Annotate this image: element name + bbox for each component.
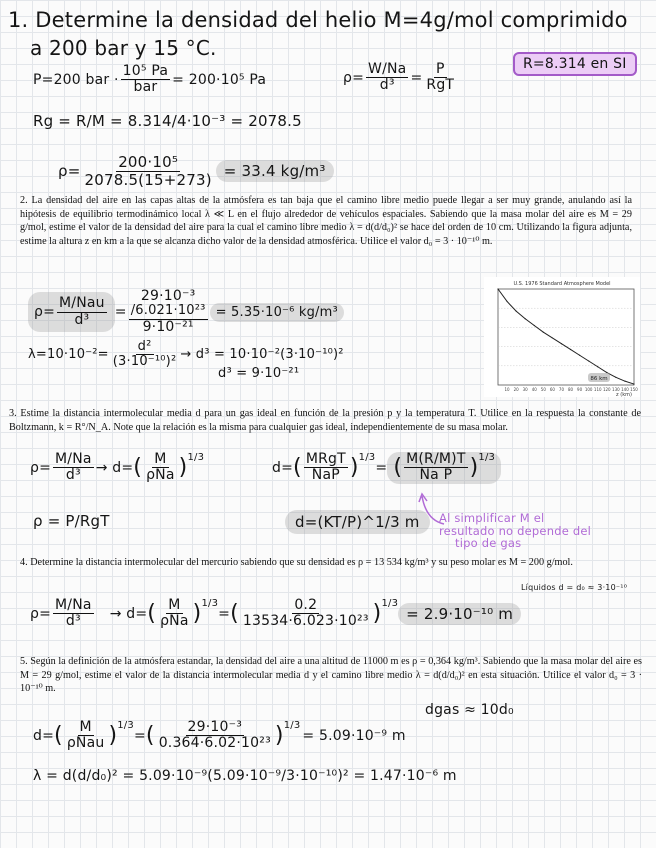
p4-d-fraction (158, 598, 191, 630)
p5-paren-open-2: ( (145, 723, 155, 749)
p4-d-den: ρNa (160, 613, 189, 630)
rho-frac2-num: P (435, 61, 445, 77)
rho-frac1-den: d³ (379, 77, 395, 94)
p4-big-den: 13534·6.023·10²³ (242, 613, 369, 630)
problem3-d-derivation (30, 452, 204, 484)
p3-d2-fraction (304, 452, 348, 484)
chart-title: U.S. 1976 Standard Atmosphere Model (513, 281, 611, 287)
p2-big-den: 9·10⁻²¹ (142, 318, 194, 335)
p3-exponent-2: 1/3 (358, 452, 376, 463)
p3-d-fraction (144, 452, 177, 484)
lambda-num: d² (137, 339, 152, 354)
rg-calculation: Rg = R/M = 8.314/4·10⁻³ = 2078.5 (33, 112, 302, 130)
p2-big-fraction (129, 289, 208, 335)
paren-close: ) (178, 455, 188, 481)
chart-x-tick-label: 10 (504, 387, 510, 392)
p5-exponent-2: 1/3 (283, 720, 301, 731)
p4-big-fraction (241, 598, 371, 630)
p5-lambda-solution: λ = d(d/d₀)² = 5.09·10⁻⁹(5.09·10⁻⁹/3·10⁻¹⁰)² = 1.47·10⁻⁶ m (33, 768, 457, 784)
chart-x-tick-label: 120 (602, 387, 611, 392)
p2-density-result: = 5.35·10⁻⁶ kg/m³ (210, 303, 344, 322)
liquids-note: Líquidos d = d₀ ≈ 3·10⁻¹⁰ (521, 583, 628, 592)
chart-point (552, 337, 553, 338)
p4-exponent: 1/3 (201, 598, 219, 609)
chart-point (543, 332, 544, 333)
p4-arrow: → d= (109, 605, 148, 622)
problem4-statement (20, 556, 642, 570)
rho2-highlighted-result: = 33.4 kg/m³ (216, 160, 334, 182)
p3-rho-symbol: ρ= (30, 459, 52, 476)
p3-d3-num: M(R/M)T (406, 451, 466, 467)
chart-x-tick-label: 140 (621, 387, 629, 392)
p5-big-fraction (157, 720, 273, 752)
p2-big-mid: /6.021·10²³ (130, 303, 206, 319)
equals-sign: = (410, 69, 423, 86)
p3-rho-den: d³ (65, 467, 81, 484)
p5-big-den: 0.364·6.02·10²³ (158, 735, 271, 752)
p3-rho-num: M/Na (55, 451, 92, 467)
p3-d3-den: Na P (419, 467, 453, 484)
rho-frac2-den: RgT (426, 77, 455, 94)
pressure-conversion (33, 64, 266, 96)
problem2-text: 2. La densidad del aire en las capas altas de la atmósfera es tan baja que el camino libre medio puede llegar a ser muy grande, anulando así la hipótesis de equilibrio termodinámico local λ ≪ L en el flujo alrededor de vehículos espaciales. Sabiendo que la masa molar del aire es M = 29 g/mol, estime el valor de la densidad del aire para la cual el camino libre medio λ = d(d/d₀)² se hace del orden de 10 cm. Utilizando la figura adjunta, estime la altura z en km a la que se alcanza dicho valor de la densidad atmosférica. Utilice el valor d₀ = 3 · 10⁻¹⁰ m. (20, 195, 632, 247)
note-line-3: tipo de gas (455, 536, 522, 550)
chart-x-tick-label: 30 (522, 387, 528, 392)
chart-point (506, 301, 507, 302)
note-line-1: Al simplificar M el (439, 511, 545, 525)
rho2-fraction (83, 154, 214, 188)
chart-x-tick-label: 60 (549, 387, 555, 392)
chart-point (606, 372, 607, 373)
p2-rho-fraction (57, 296, 107, 328)
p2-equals: = (114, 304, 127, 321)
chart-point (525, 318, 526, 319)
problem3-statement (9, 407, 641, 434)
p3-d-num: M (154, 451, 167, 467)
chart-point (597, 366, 598, 367)
chart-point (534, 325, 535, 326)
pressure-fraction (121, 64, 170, 96)
rho2-num: 200·10⁵ (118, 153, 179, 171)
rho-fraction-2 (424, 62, 456, 94)
lambda-fraction (111, 340, 179, 370)
p4-rho-fraction (53, 598, 94, 630)
p2-rho-num: M/Nau (59, 295, 105, 312)
p5-d-lhs: d= (33, 727, 55, 744)
p3-rho-ideal-gas: ρ = P/RgT (33, 512, 110, 530)
chart-x-tick-label: 50 (540, 387, 546, 392)
rho-highlight (28, 292, 115, 332)
lambda-lhs: λ=10·10⁻²= (28, 347, 109, 363)
pressure-result: = 200·10⁵ Pa (172, 71, 267, 88)
rho-frac1-num: W/Na (368, 61, 407, 77)
chart-x-tick-label: 70 (558, 387, 565, 392)
p3-d2-den: NaP (311, 467, 340, 484)
p3-highlighted-step (387, 452, 501, 484)
chart-x-tick-label: 40 (531, 387, 537, 392)
p5-d-num: M (79, 719, 92, 735)
paren-close-2: ) (349, 455, 359, 481)
p2-rho-den: d³ (74, 311, 90, 328)
paren-close-3: ) (469, 455, 479, 481)
problem1-title: 1. Determine la densidad del helio M=4g/mol comprimido (8, 8, 628, 32)
chart-x-tick-label: 90 (577, 387, 583, 392)
chart-annotation: 86 km (590, 376, 608, 382)
problem5-d-solution (33, 720, 406, 752)
problem1-title-line2: a 200 bar y 15 °C. (30, 36, 217, 60)
p3-equals: = (375, 459, 388, 476)
p4-d-num: M (168, 597, 181, 613)
p3-exponent: 1/3 (187, 452, 205, 463)
pressure-lhs: P=200 bar · (33, 71, 119, 88)
chart-point (624, 381, 625, 382)
chart-background (484, 277, 640, 397)
chart-point (497, 288, 498, 289)
p3-rho-fraction (53, 452, 94, 484)
chart-x-tick-label: 20 (513, 387, 519, 392)
p5-equals: = (133, 727, 146, 744)
p5-d-den: ρNau (66, 735, 105, 752)
problem2-statement (20, 194, 632, 248)
chart-point (561, 343, 562, 344)
p5-paren-close-2: ) (274, 723, 284, 749)
p5-d-fraction (65, 720, 107, 752)
problem4-solution (30, 598, 521, 630)
chart-x-tick-label: 150 (630, 387, 638, 392)
p4-big-num: 0.2 (294, 597, 318, 613)
p3-final-result: d=(KT/P)^1/3 m (285, 510, 430, 534)
gas-constant-box: R=8.314 en SI (513, 52, 637, 76)
p5-d-result: = 5.09·10⁻⁹ m (302, 727, 406, 744)
p4-rho-num: M/Na (55, 597, 92, 613)
problem4-text: 4. Determine la distancia intermolecular del mercurio sabiendo que su densidad es ρ = 13 534 kg/m³ y su peso molar es M = 200 g/mol. (20, 557, 573, 568)
p5-big-num: 29·10⁻³ (187, 719, 243, 735)
p5-paren-open: ( (54, 723, 63, 749)
p3-d-den: ρNa (146, 467, 175, 484)
p4-paren-open: ( (147, 601, 157, 627)
p5-dgas-note: dgas ≈ 10d₀ (425, 702, 514, 718)
rho-symbol: ρ= (343, 69, 365, 86)
p4-rho-symbol: ρ= (30, 605, 52, 622)
problem5-statement (20, 655, 642, 696)
atmosphere-chart (484, 277, 640, 397)
p3-exponent-3: 1/3 (478, 452, 496, 463)
paren-open-2: ( (293, 455, 302, 481)
rho2-symbol: ρ= (58, 162, 81, 180)
p3-arrow: → d= (95, 459, 134, 476)
rho2-den: 2078.5(15+273) (84, 170, 212, 189)
p3-d3-fraction (404, 452, 467, 484)
paren-open: ( (133, 455, 143, 481)
chart-point (579, 355, 580, 356)
problem5-text: 5. Según la definición de la atmósfera estandar, la densidad del aire a una altitud de 11000 m es ρ = 0,364 kg/m³. Sabiendo que la masa molar del aire es M = 29 g/mol, estime el valor de la distancia intermolecular media d y el camino libre medio λ = d(d/d₀)² en esta situación. Utilice el valor d₀ = 3 · 10⁻¹⁰ m. (20, 656, 642, 695)
p4-paren-close-2: ) (372, 601, 382, 627)
p4-exponent-2: 1/3 (381, 598, 399, 609)
p4-paren-open-2: ( (230, 601, 239, 627)
density-formula (343, 62, 458, 94)
note-line-2: resultado no depende del (439, 523, 591, 538)
rho-fraction-1 (366, 62, 408, 94)
p2-big-num: 29·10⁻³ (140, 288, 196, 304)
chart-x-tick-label: 110 (593, 387, 602, 392)
p3-purple-note (439, 512, 591, 550)
pressure-frac-den: bar (133, 79, 158, 96)
lambda-d3-result: d³ = 9·10⁻²¹ (218, 366, 300, 381)
chart-xlabel: z (km) (616, 392, 632, 397)
chart-x-tick-label: 100 (584, 387, 593, 392)
p4-rho-den: d³ (65, 613, 81, 630)
chart-x-tick-label: 130 (612, 387, 620, 392)
p3-d2-num: MRgT (305, 451, 346, 467)
density-result (58, 154, 334, 188)
lambda-den: (3·10⁻¹⁰)² (112, 354, 177, 370)
p4-equals: = (218, 605, 231, 622)
chart-point (588, 360, 589, 361)
p3-d2-lhs: d= (272, 459, 294, 476)
lambda-arrow-step: → d³ = 10·10⁻²(3·10⁻¹⁰)² (180, 347, 344, 363)
chart-point (633, 383, 634, 384)
chart-point (615, 377, 616, 378)
p2-rho-symbol: ρ= (34, 304, 56, 321)
paren-open-3: ( (393, 455, 403, 481)
p4-paren-close: ) (192, 601, 202, 627)
p5-paren-close: ) (108, 723, 118, 749)
p5-exponent: 1/3 (117, 720, 134, 731)
p4-result: = 2.9·10⁻¹⁰ m (398, 603, 521, 625)
problem3-text: 3. Estime la distancia intermolecular media d para un gas ideal en función de la presión p y la temperatura T. Utilice en la respuesta la constante de Boltzmann, k = R°/N_A. Note que la relación es la misma para cualquier gas ideal, independientemente de su masa molar. (9, 408, 641, 433)
problem2-density (28, 289, 344, 335)
chart-x-tick-label: 80 (567, 387, 574, 392)
pressure-frac-num: 10⁵ Pa (122, 63, 169, 79)
problem3-d-substitution (272, 452, 501, 484)
chart-point (570, 349, 571, 350)
chart-point (516, 310, 517, 311)
